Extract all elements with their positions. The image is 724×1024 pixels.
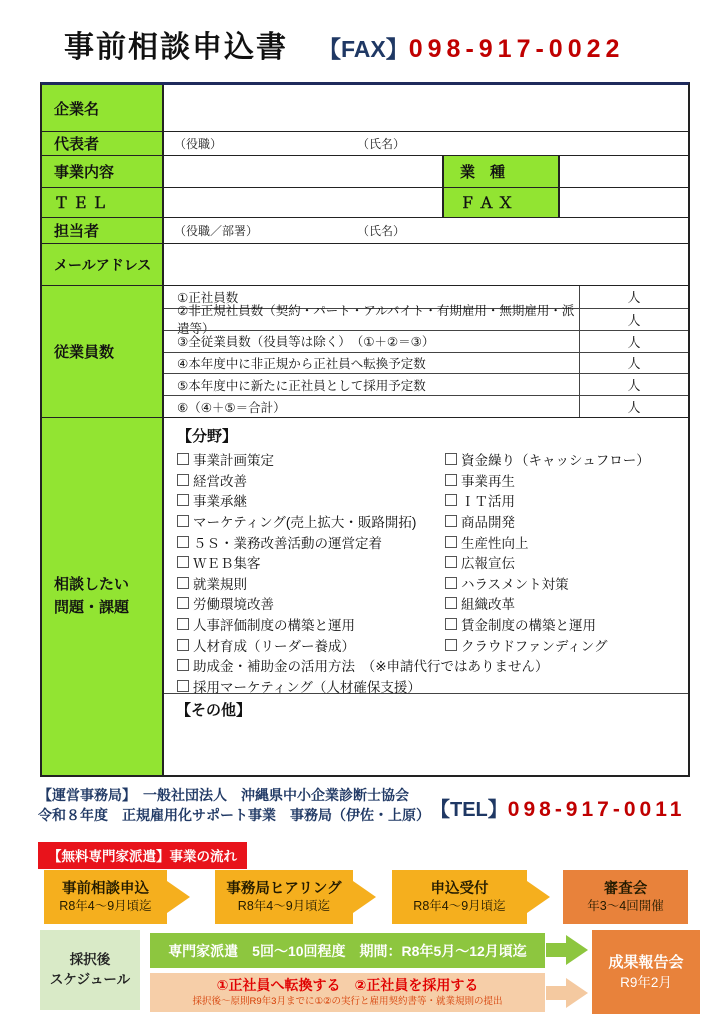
company-name-input[interactable]: [164, 85, 688, 131]
role-hint: （役職）: [174, 137, 223, 151]
field-option-label: 就業規則: [193, 576, 247, 592]
field-option: [177, 490, 445, 511]
page-header: [64, 22, 624, 66]
field-option: [445, 573, 688, 594]
contact-person-label: 担当者: [42, 218, 164, 243]
field-option: [177, 634, 445, 655]
checkbox-icon[interactable]: [445, 597, 457, 609]
checkbox-icon[interactable]: [445, 453, 457, 465]
employees-label: 従業員数: [42, 286, 164, 417]
field-option-label: 資金繰り（キャッシュフロー）: [461, 453, 650, 469]
field-option-label: ５Ｓ・業務改善活動の運営定着: [193, 535, 382, 551]
checkbox-icon[interactable]: [177, 597, 189, 609]
consultation-row: [42, 417, 688, 775]
employee-row: [164, 352, 688, 374]
checkbox-icon[interactable]: [177, 494, 189, 506]
field-option-label: 助成金・補助金の活用方法 （※申請代行ではありません）: [193, 659, 549, 675]
checkbox-icon[interactable]: [177, 474, 189, 486]
office-footer: [38, 785, 688, 825]
field-section-header: 【分野】: [177, 428, 238, 445]
flow-step-hearing: 事務局ヒアリング R8年4～9月頃迄: [215, 870, 353, 924]
field-option-label: マーケティング(売上拡大・販路開拓): [193, 515, 417, 531]
tel-label: ＴＥＬ: [42, 188, 164, 217]
tel-contact: [430, 793, 685, 822]
business-label: 事業内容: [42, 156, 164, 187]
employee-row: [164, 330, 688, 352]
program-flow-chart: [0, 842, 724, 1024]
checkbox-icon[interactable]: [445, 577, 457, 589]
field-option-label: ＷＥＢ集客: [193, 556, 261, 572]
checkbox-icon[interactable]: [445, 515, 457, 527]
field-option: [445, 531, 688, 552]
field-option: [445, 634, 688, 655]
field-option-label: 労働環境改善: [193, 597, 274, 613]
field-option: [177, 655, 688, 676]
consultation-content: [164, 418, 688, 775]
role-dept-hint: （役職／部署）: [174, 224, 259, 238]
field-option: [445, 490, 688, 511]
name-hint: （氏名）: [357, 224, 406, 238]
employee-count-input[interactable]: 人: [627, 378, 641, 394]
employee-row: [164, 304, 688, 337]
field-option: [445, 614, 688, 635]
employee-row-label: ②非正規社員数（契約・パート・アルバイト・有期雇用・無期雇用・派遣等）: [164, 309, 580, 330]
fax-label: 【FAX】: [318, 36, 409, 62]
employee-row-label: ④本年度中に非正規から正社員へ転換予定数: [164, 353, 580, 374]
checkbox-icon[interactable]: [177, 659, 189, 671]
field-option-label: ＩＴ活用: [461, 494, 515, 510]
flow-banner: 【無料専門家派遣】事業の流れ: [38, 842, 247, 869]
field-option-label: クラウドファンディング: [461, 638, 608, 654]
industry-input[interactable]: [560, 156, 688, 187]
office-line1: 【運営事務局】 一般社団法人 沖縄県中小企業診断士協会: [38, 787, 409, 803]
employee-count-input[interactable]: 人: [627, 290, 641, 306]
field-option-label: 事業再生: [461, 473, 515, 489]
application-form-table: [40, 82, 690, 777]
email-input[interactable]: [164, 244, 688, 285]
email-row: [42, 243, 688, 285]
employee-count-input[interactable]: 人: [627, 400, 641, 416]
tel-number: 098-917-0011: [507, 798, 686, 821]
checkbox-icon[interactable]: [445, 474, 457, 486]
checkbox-icon[interactable]: [177, 515, 189, 527]
field-option: [445, 552, 688, 573]
field-option: [177, 470, 445, 491]
action-bar: [150, 973, 545, 1012]
checkbox-icon[interactable]: [445, 639, 457, 651]
field-option-label: 生産性向上: [461, 535, 529, 551]
field-option: [177, 511, 445, 532]
field-option-label: 人材育成（リーダー養成）: [193, 638, 355, 654]
field-option: [445, 593, 688, 614]
result-report-box: 成果報告会 R9年2月: [592, 930, 700, 1014]
checkbox-icon[interactable]: [445, 556, 457, 568]
expert-dispatch-bar: 専門家派遣 5回～10回程度 期間：R8年5月～12月頃迄: [150, 933, 545, 968]
checkbox-icon[interactable]: [177, 536, 189, 548]
checkbox-icon[interactable]: [177, 639, 189, 651]
employees-subtable: [164, 286, 688, 417]
other-section[interactable]: [164, 694, 688, 775]
field-option: [177, 614, 445, 635]
fax-input[interactable]: [560, 188, 688, 217]
other-section-header: 【その他】: [176, 702, 252, 719]
representative-row: [42, 131, 688, 155]
field-option-label: 広報宣伝: [461, 556, 515, 572]
flow-step-acceptance: 申込受付 R8年4～9月頃迄: [392, 870, 527, 924]
field-option-label: 事業計画策定: [193, 453, 274, 469]
field-options-grid: [177, 449, 688, 655]
field-option-label: 組織改革: [461, 597, 515, 613]
field-option-label: 事業承継: [193, 494, 247, 510]
field-option: [177, 593, 445, 614]
field-option: [177, 449, 445, 470]
contact-person-row: [42, 217, 688, 243]
checkbox-icon[interactable]: [177, 680, 189, 692]
checkbox-icon[interactable]: [177, 556, 189, 568]
employee-count-input[interactable]: 人: [627, 356, 641, 372]
field-section: [164, 418, 688, 694]
employee-row-label: ①正社員数: [164, 286, 580, 308]
post-adoption-schedule-label: 採択後 スケジュール: [40, 930, 140, 1010]
name-hint: （氏名）: [357, 137, 406, 151]
employee-row-label: ⑤本年度中に新たに正社員として採用予定数: [164, 374, 580, 395]
field-option-label: 採用マーケティング（人材確保支援）: [193, 679, 421, 695]
fax-contact: [318, 31, 624, 64]
page-title: 事前相談申込書: [64, 31, 288, 64]
employee-row: [164, 395, 688, 417]
contact-person-input[interactable]: [164, 218, 688, 243]
employee-row: [164, 373, 688, 395]
industry-label: 業 種: [442, 156, 560, 187]
employee-count-input[interactable]: 人: [627, 334, 641, 350]
employees-row: [42, 285, 688, 417]
fax-number: 098-917-0022: [408, 35, 625, 63]
field-option-label: ハラスメント対策: [461, 576, 569, 592]
field-option: [445, 470, 688, 491]
tel-row: [42, 187, 688, 217]
flow-step-application: 事前相談申込 R8年4～9月頃迄: [44, 870, 167, 924]
green-arrow-icon: [546, 935, 590, 965]
action-line2: 採択後～原則R9年3月までに①②の実行と雇用契約書等・就業規則の提出: [192, 996, 503, 1007]
employee-row-label: ③全従業員数（役員等は除く） （①＋②＝③）: [164, 331, 580, 352]
field-option: [177, 531, 445, 552]
tel-label: 【TEL】: [430, 799, 508, 821]
representative-label: 代表者: [42, 132, 164, 155]
fax-field-label: ＦＡＸ: [442, 188, 560, 217]
consultation-label: 相談したい 問題・課題: [42, 418, 164, 775]
checkbox-icon[interactable]: [177, 618, 189, 630]
field-option-label: 人事評価制度の構築と運用: [193, 618, 355, 634]
action-line1: ①正社員へ転換する ②正社員を採用する: [216, 977, 479, 993]
checkbox-icon[interactable]: [177, 577, 189, 589]
company-row: [42, 85, 688, 131]
field-option-label: 経営改善: [193, 473, 247, 489]
tel-input[interactable]: [164, 188, 442, 217]
checkbox-icon[interactable]: [177, 453, 189, 465]
flow-step-review: 審査会 年3～4回開催: [563, 870, 688, 924]
field-option: [177, 573, 445, 594]
field-option-label: 商品開発: [461, 515, 515, 531]
email-label: メールアドレス: [42, 244, 164, 285]
field-option: [445, 449, 688, 470]
employee-count-input[interactable]: 人: [627, 312, 641, 328]
field-option: [177, 552, 445, 573]
business-row: [42, 155, 688, 187]
checkbox-icon[interactable]: [445, 536, 457, 548]
checkbox-icon[interactable]: [445, 618, 457, 630]
checkbox-icon[interactable]: [445, 494, 457, 506]
field-option: [445, 511, 688, 532]
representative-input[interactable]: [164, 132, 688, 155]
company-label: 企業名: [42, 85, 164, 131]
field-option-label: 賃金制度の構築と運用: [461, 618, 596, 634]
office-line2: 令和８年度 正規雇用化サポート事業 事務局（伊佐・上原）: [38, 807, 430, 823]
employee-row-label: ⑥（④＋⑤＝合計）: [164, 396, 580, 417]
peach-arrow-icon: [546, 978, 590, 1008]
business-input[interactable]: [164, 156, 442, 187]
